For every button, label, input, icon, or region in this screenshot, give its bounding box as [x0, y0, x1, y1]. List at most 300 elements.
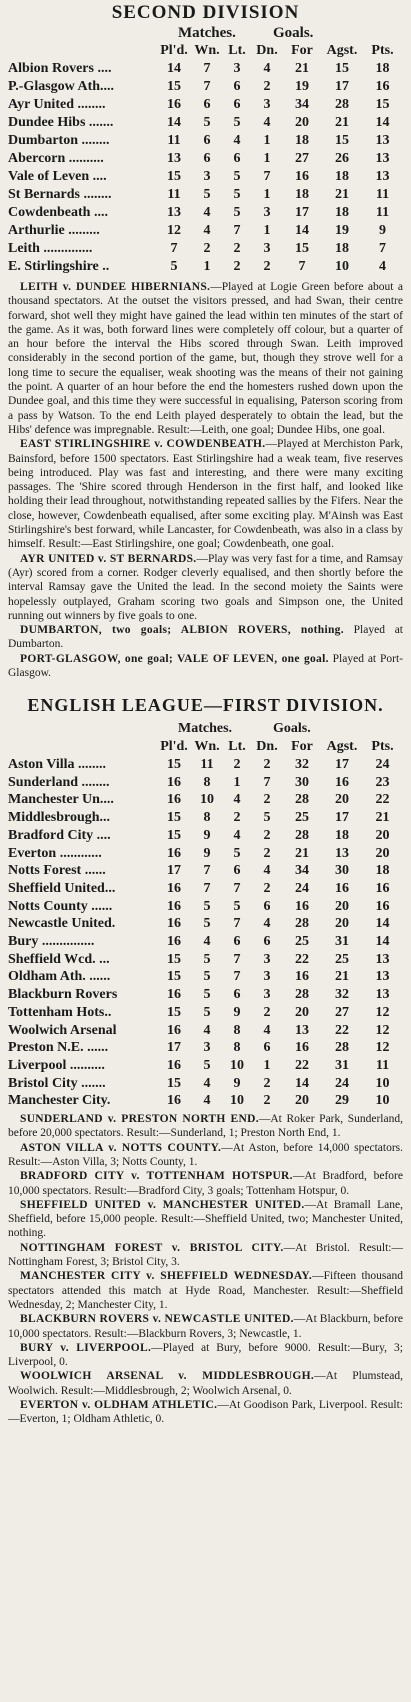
stat-pld: 16 — [167, 1057, 181, 1073]
team-name: Ayr United ........ — [8, 97, 106, 112]
stat-pld: 11 — [167, 187, 181, 202]
stat-for: 25 — [295, 810, 309, 826]
stat-wn: 9 — [203, 845, 211, 861]
stat-for: 32 — [295, 757, 309, 773]
stat-agst: 16 — [335, 880, 349, 896]
stat-agst: 10 — [335, 259, 349, 274]
team-name: Everton ............ — [8, 845, 102, 861]
stat-dn: 2 — [263, 757, 271, 773]
table-row — [8, 1022, 403, 1040]
stat-pts: 20 — [375, 827, 390, 843]
stat-pld: 5 — [170, 259, 178, 274]
stat-lt: 7 — [233, 223, 241, 238]
stat-lt: 8 — [233, 1022, 241, 1038]
table-row — [8, 756, 403, 774]
stat-wn: 5 — [203, 115, 211, 130]
match-report — [8, 1341, 403, 1370]
stat-lt: 5 — [233, 115, 241, 130]
match-report-heading: NOTTINGHAM FOREST v. BRISTOL CITY. — [20, 1241, 284, 1254]
stat-dn: 4 — [263, 916, 271, 932]
col-drawn: Dn. — [256, 739, 278, 755]
team-name: Notts County ...... — [8, 898, 113, 914]
stat-pld: 16 — [167, 792, 181, 808]
stat-wn: 6 — [203, 151, 211, 166]
english-league-group-header — [8, 720, 403, 738]
table-row — [8, 791, 403, 809]
goals-group-label: Goals. — [273, 25, 314, 41]
stat-pld: 7 — [170, 241, 178, 256]
stat-dn: 2 — [263, 79, 271, 94]
stat-pld: 13 — [167, 151, 181, 166]
stat-pld: 17 — [167, 1040, 181, 1056]
stat-pld: 15 — [167, 79, 181, 94]
table-row — [8, 186, 403, 204]
match-report-body: —At Bristol. Result:—Nottingham Forest, 3; Bristol City, 3. — [8, 1241, 403, 1269]
stat-pts: 14 — [375, 115, 390, 130]
stat-dn: 1 — [263, 151, 271, 166]
stat-for: 15 — [295, 241, 309, 256]
stat-pts: 13 — [375, 987, 390, 1003]
table-row — [8, 1092, 403, 1110]
table-row — [8, 933, 403, 951]
stat-agst: 17 — [335, 810, 349, 826]
team-name: E. Stirlingshire .. — [8, 259, 110, 274]
match-report-body: —Played at Bury, before 9000. Result:—Bury, 3; Liverpool, 0. — [8, 1341, 403, 1369]
match-report-heading: MANCHESTER CITY v. SHEFFIELD WEDNESDAY. — [20, 1270, 313, 1283]
table-row — [8, 168, 403, 186]
stat-agst: 15 — [335, 61, 349, 76]
stat-agst: 28 — [335, 1040, 349, 1056]
stat-lt: 3 — [233, 61, 241, 76]
table-row — [8, 114, 403, 132]
stat-dn: 3 — [263, 97, 271, 112]
stat-for: 16 — [295, 898, 309, 914]
stat-for: 34 — [295, 863, 309, 879]
col-lost: Lt. — [228, 739, 246, 755]
stat-pts: 13 — [375, 151, 390, 166]
stat-agst: 25 — [335, 951, 349, 967]
stat-agst: 21 — [335, 187, 349, 202]
stat-pts: 24 — [375, 757, 390, 773]
second-division-table — [8, 42, 403, 276]
stat-pld: 12 — [167, 223, 181, 238]
stat-for: 20 — [295, 1093, 309, 1109]
stat-pld: 16 — [167, 774, 181, 790]
stat-dn: 1 — [263, 223, 271, 238]
stat-for: 19 — [295, 79, 309, 94]
table-row — [8, 1075, 403, 1093]
stat-lt: 4 — [233, 792, 241, 808]
match-report — [8, 1312, 403, 1341]
stat-lt: 7 — [233, 951, 241, 967]
stat-wn: 2 — [203, 241, 211, 256]
stat-agst: 20 — [335, 898, 349, 914]
stat-wn: 4 — [203, 205, 211, 220]
stat-for: 28 — [295, 916, 309, 932]
stat-pld: 16 — [167, 845, 181, 861]
stat-lt: 8 — [233, 1040, 241, 1056]
stat-agst: 32 — [335, 987, 349, 1003]
match-report-body: —At Goodison Park, Liverpool. Result:—Everton, 1; Oldham Athletic, 0. — [8, 1399, 403, 1426]
col-points: Pts. — [371, 739, 394, 755]
stat-pld: 14 — [167, 115, 181, 130]
stat-lt: 7 — [233, 916, 241, 932]
team-name: P.-Glasgow Ath.... — [8, 79, 115, 94]
stat-for: 25 — [295, 934, 309, 950]
stat-pld: 16 — [167, 934, 181, 950]
col-drawn: Dn. — [256, 43, 278, 58]
match-report — [8, 1269, 403, 1312]
stat-dn: 1 — [263, 133, 271, 148]
stat-lt: 6 — [233, 987, 241, 1003]
stat-dn: 4 — [263, 863, 271, 879]
table-row — [8, 96, 403, 114]
stat-pts: 7 — [379, 241, 386, 256]
table-row — [8, 915, 403, 933]
match-report-heading: SUNDERLAND v. PRESTON NORTH END. — [20, 1113, 259, 1126]
team-name: Arthurlie ......... — [8, 223, 100, 238]
team-name: Albion Rovers .... — [8, 61, 112, 76]
stat-for: 21 — [295, 845, 309, 861]
stat-agst: 18 — [335, 169, 349, 184]
stat-lt: 5 — [233, 187, 241, 202]
match-report-heading: PORT-GLASGOW, one goal; VALE OF LEVEN, one goal. — [20, 652, 329, 665]
stat-dn: 2 — [263, 259, 271, 274]
stat-pts: 11 — [375, 1057, 390, 1073]
stat-lt: 7 — [233, 880, 241, 896]
stat-pld: 15 — [167, 1004, 181, 1020]
stat-for: 18 — [295, 187, 309, 202]
stat-for: 14 — [295, 1075, 309, 1091]
match-report-body: —At Bramall Lane, Sheffield, before 15,000 people. Result:—Sheffield United, two; Manchester United, nothing. — [8, 1198, 404, 1240]
match-report-body: —At Roker Park, Sunderland, before 20,000 spectators. Result:—Sunderland, 1; Preston North End, 1. — [8, 1113, 403, 1140]
match-report — [8, 1241, 403, 1270]
stat-lt: 7 — [233, 969, 241, 985]
team-name: Sunderland ........ — [8, 774, 110, 790]
match-report — [8, 1369, 403, 1398]
stat-pld: 15 — [167, 169, 181, 184]
stat-agst: 26 — [335, 151, 349, 166]
table-row — [8, 240, 403, 258]
second-division-group-header — [8, 24, 403, 42]
stat-dn: 7 — [263, 774, 271, 790]
table-row — [8, 150, 403, 168]
table-row — [8, 60, 403, 78]
team-name: Sheffield Wcd. ... — [8, 951, 110, 967]
table-row — [8, 78, 403, 96]
team-name: Manchester Un.... — [8, 792, 114, 808]
col-points: Pts. — [371, 43, 394, 58]
team-name: Blackburn Rovers — [8, 987, 118, 1003]
table-row — [8, 809, 403, 827]
stat-lt: 9 — [233, 1075, 241, 1091]
stat-dn: 1 — [263, 1057, 271, 1073]
stat-wn: 6 — [203, 97, 211, 112]
match-report-heading: ASTON VILLA v. NOTTS COUNTY. — [20, 1141, 222, 1154]
team-name: Cowdenbeath .... — [8, 205, 108, 220]
stat-agst: 15 — [335, 133, 349, 148]
stat-pts: 22 — [375, 792, 390, 808]
table-row — [8, 222, 403, 240]
stat-wn: 5 — [203, 969, 211, 985]
stat-dn: 2 — [263, 792, 271, 808]
stat-agst: 21 — [335, 115, 349, 130]
stat-lt: 5 — [233, 169, 241, 184]
match-report — [8, 280, 403, 437]
stat-for: 21 — [295, 61, 309, 76]
stat-agst: 13 — [335, 845, 349, 861]
team-name: Bristol City ....... — [8, 1075, 106, 1091]
second-division-title: SECOND DIVISION — [111, 2, 300, 23]
table-row — [8, 1057, 403, 1075]
match-report-heading: EAST STIRLINGSHIRE v. COWDENBEATH. — [20, 438, 266, 451]
stat-agst: 16 — [335, 774, 349, 790]
match-report-heading: BLACKBURN ROVERS v. NEWCASTLE UNITED. — [20, 1313, 294, 1326]
stat-for: 16 — [295, 169, 309, 184]
table-row — [8, 862, 403, 880]
stat-pts: 16 — [375, 79, 390, 94]
stat-wn: 6 — [203, 133, 211, 148]
stat-lt: 6 — [233, 863, 241, 879]
stat-for: 28 — [295, 987, 309, 1003]
stat-lt: 6 — [233, 934, 241, 950]
match-report-body: —Played at Merchiston Park, Bainsford, before 1500 spectators. East Stirlingshire had a weak team, five reserves being introduced. Play was fast and interesting, and there were many exciting passages. The 'Shire scored through Henderson in the first half, and looked like holding their lead throughout, notwithstanding repeated sallies by the Fifers. Near the close, however, Cowdenbeath equalised, after some exciting play. M'Ainsh was East Stirlingshire's best forward, while Lancaster, for Cowdenbeath, was also in a class by himself. Result:—East Stirlingshire, one goal; Cowdenbeath, one goal. — [8, 438, 403, 551]
stat-agst: 18 — [335, 205, 349, 220]
stat-lt: 4 — [233, 827, 241, 843]
team-name: Oldham Ath. ...... — [8, 969, 111, 985]
stat-pld: 15 — [167, 969, 181, 985]
team-name: Leith .............. — [8, 241, 93, 256]
stat-wn: 8 — [203, 774, 211, 790]
match-report-body: —At Bradford, before 10,000 spectators. Result:—Bradford City, 3 goals; Tottenham Hotspur, 0. — [8, 1170, 403, 1197]
stat-pts: 10 — [375, 1075, 390, 1091]
match-report — [8, 652, 403, 681]
stat-dn: 3 — [263, 969, 271, 985]
stat-for: 27 — [295, 151, 309, 166]
stat-for: 28 — [295, 792, 309, 808]
match-report — [8, 552, 403, 623]
matches-group-label: Matches. — [178, 721, 233, 737]
table-row — [8, 1004, 403, 1022]
team-name: Notts Forest ...... — [8, 863, 106, 879]
match-report — [8, 1112, 403, 1141]
stat-lt: 4 — [233, 133, 241, 148]
team-name: Bury ............... — [8, 934, 95, 950]
team-name: Liverpool .......... — [8, 1057, 105, 1073]
table-row — [8, 951, 403, 969]
stat-agst: 24 — [335, 1075, 349, 1091]
stat-for: 18 — [295, 133, 309, 148]
stat-wn: 5 — [203, 187, 211, 202]
stat-pts: 21 — [375, 810, 390, 826]
stat-wn: 4 — [203, 223, 211, 238]
english-league-title: ENGLISH LEAGUE—FIRST DIVISION. — [27, 695, 384, 716]
stat-for: 14 — [295, 223, 309, 238]
stat-for: 7 — [298, 259, 306, 274]
stat-pts: 13 — [375, 133, 390, 148]
stat-wn: 7 — [203, 863, 211, 879]
stat-dn: 7 — [263, 169, 271, 184]
stat-lt: 6 — [233, 79, 241, 94]
team-name: Manchester City. — [8, 1093, 111, 1109]
stat-pts: 10 — [375, 1093, 390, 1109]
stat-pts: 12 — [375, 1004, 390, 1020]
stat-pts: 12 — [375, 1022, 390, 1038]
stat-pld: 16 — [167, 898, 181, 914]
stat-pts: 4 — [379, 259, 386, 274]
match-report-body: —Fifteen thousand spectators attended this match at Hyde Road, Manchester. Result:—Sheffield Wednesday, 2; Manchester City, 1. — [8, 1270, 403, 1311]
match-report — [8, 1398, 403, 1427]
stat-agst: 31 — [335, 1057, 349, 1073]
col-played: Pl'd. — [160, 43, 188, 58]
table-row — [8, 880, 403, 898]
stat-pts: 14 — [375, 934, 390, 950]
stat-pts: 11 — [375, 205, 390, 220]
stat-lt: 6 — [233, 97, 241, 112]
stat-dn: 4 — [263, 115, 271, 130]
stat-wn: 9 — [203, 827, 211, 843]
stat-dn: 4 — [263, 61, 271, 76]
stat-pld: 14 — [167, 61, 181, 76]
stat-pts: 16 — [375, 880, 390, 896]
col-against: Agst. — [326, 739, 358, 755]
stat-dn: 3 — [263, 205, 271, 220]
stat-dn: 4 — [263, 1022, 271, 1038]
team-name: Aston Villa ........ — [8, 757, 107, 773]
col-for: For — [291, 739, 313, 755]
stat-wn: 5 — [203, 916, 211, 932]
stat-wn: 4 — [203, 934, 211, 950]
stat-pld: 17 — [167, 863, 181, 879]
stat-pld: 13 — [167, 205, 181, 220]
stat-pts: 18 — [375, 61, 390, 76]
stat-wn: 1 — [203, 259, 211, 274]
stat-agst: 30 — [335, 863, 349, 879]
team-name: Newcastle United. — [8, 916, 116, 932]
stat-for: 16 — [295, 1040, 309, 1056]
stat-pld: 15 — [167, 1075, 181, 1091]
table-row — [8, 845, 403, 863]
stat-pld: 15 — [167, 827, 181, 843]
stat-pld: 16 — [167, 1022, 181, 1038]
stat-pld: 15 — [167, 757, 181, 773]
stat-for: 20 — [295, 115, 309, 130]
stat-dn: 3 — [263, 241, 271, 256]
stat-pld: 16 — [167, 1093, 181, 1109]
stat-for: 28 — [295, 827, 309, 843]
stat-wn: 5 — [203, 987, 211, 1003]
stat-lt: 2 — [233, 757, 241, 773]
stat-agst: 19 — [335, 223, 349, 238]
stat-pts: 16 — [375, 898, 390, 914]
table-row — [8, 258, 403, 276]
stat-wn: 7 — [203, 79, 211, 94]
stat-dn: 6 — [263, 898, 271, 914]
match-report — [8, 1198, 403, 1241]
english-league-reports — [8, 1112, 403, 1427]
second-division-reports — [8, 280, 403, 680]
match-report-body: —At Aston, before 14,000 spectators. Result:—Aston Villa, 3; Notts County, 1. — [8, 1141, 403, 1168]
stat-lt: 10 — [230, 1093, 244, 1109]
stat-dn: 6 — [263, 1040, 271, 1056]
match-report-heading: EVERTON v. OLDHAM ATHLETIC. — [20, 1399, 218, 1412]
stat-lt: 2 — [233, 259, 241, 274]
stat-lt: 5 — [233, 898, 241, 914]
stat-pts: 11 — [375, 187, 390, 202]
team-name: Vale of Leven .... — [8, 169, 107, 184]
stat-pts: 15 — [375, 97, 390, 112]
team-name: Woolwich Arsenal — [8, 1022, 117, 1038]
match-report — [8, 1169, 403, 1198]
team-name: Middlesbrough... — [8, 810, 111, 826]
match-report-body: Played at Port-Glasgow. — [8, 652, 403, 680]
stat-wn: 10 — [200, 792, 214, 808]
stat-wn: 3 — [203, 169, 211, 184]
stat-pts: 9 — [379, 223, 386, 238]
stat-dn: 2 — [263, 1093, 271, 1109]
team-name: Preston N.E. ...... — [8, 1040, 109, 1056]
stat-lt: 1 — [233, 774, 241, 790]
stat-for: 20 — [295, 1004, 309, 1020]
stat-for: 22 — [295, 951, 309, 967]
stat-pts: 23 — [375, 774, 390, 790]
stat-agst: 29 — [335, 1093, 349, 1109]
stat-pld: 16 — [167, 97, 181, 112]
stat-lt: 5 — [233, 845, 241, 861]
team-name: St Bernards ........ — [8, 187, 112, 202]
stat-pts: 14 — [375, 916, 390, 932]
stat-wn: 5 — [203, 951, 211, 967]
match-report-heading: DUMBARTON, two goals; ALBION ROVERS, nothing. — [20, 624, 344, 637]
match-report-body: —Played at Logie Green before about a thousand spectators. At the outset the visitors pressed, and had Swan, their centre forward, shot well they might have gained the lead within ten minutes of the start of the game. As it was, both forward lines were completely off colour, but a quarter of an hour before the interval the Hibs scored through Swan. Leith improved considerably in the second portion of the game, but, though they strove well for a long time to secure the equaliser, weak shooting was the means of their not gaining the point. A quarter of an hour before the end the homesters rushed down upon the Dundee goal, and this time they were successful in equalising, Paterson scoring from a pass by Watson. To the end Leith played desperately to obtain the lead, but the Hibs' defence was impregnable. Result:—Leith, one goal; Dundee Hibs, one goal. — [8, 281, 404, 436]
table-row — [8, 968, 403, 986]
stat-lt: 5 — [233, 205, 241, 220]
stat-wn: 4 — [203, 1093, 211, 1109]
stat-agst: 20 — [335, 792, 349, 808]
team-name: Tottenham Hots.. — [8, 1004, 112, 1020]
stat-for: 16 — [295, 969, 309, 985]
stat-pts: 13 — [375, 951, 390, 967]
goals-group-label: Goals. — [273, 721, 311, 737]
stat-dn: 3 — [263, 987, 271, 1003]
match-report-heading: LEITH v. DUNDEE HIBERNIANS. — [20, 281, 211, 293]
stat-pts: 20 — [375, 845, 390, 861]
english-league-table — [8, 738, 403, 1110]
stat-dn: 2 — [263, 827, 271, 843]
stat-pts: 18 — [375, 863, 390, 879]
match-report-heading: WOOLWICH ARSENAL v. MIDDLESBROUGH. — [20, 1370, 315, 1383]
second-division-column-header — [8, 42, 403, 60]
match-report-body: —Play was very fast for a time, and Ramsay (Ayr) scored from a corner. Rodger cleverly equalised, and then shortly before the interval Ramsay gave the United the lead. In the second moiety the Saints were hopelessly outplayed, Graham scoring two goals and Simpson one, the United running out winners by five goals to one. — [8, 552, 403, 622]
english-league-column-header — [8, 738, 403, 756]
stat-dn: 6 — [263, 934, 271, 950]
stat-wn: 4 — [203, 1075, 211, 1091]
stat-wn: 11 — [200, 757, 214, 773]
team-name: Sheffield United... — [8, 880, 116, 896]
match-report — [8, 437, 403, 551]
stat-agst: 21 — [335, 969, 349, 985]
stat-for: 17 — [295, 205, 309, 220]
match-report — [8, 1141, 403, 1170]
stat-wn: 3 — [203, 1040, 211, 1056]
stat-lt: 9 — [233, 1004, 241, 1020]
stat-for: 22 — [295, 1057, 309, 1073]
stat-wn: 8 — [203, 810, 211, 826]
stat-dn: 2 — [263, 845, 271, 861]
stat-for: 13 — [295, 1022, 309, 1038]
stat-agst: 18 — [335, 241, 349, 256]
table-row — [8, 132, 403, 150]
